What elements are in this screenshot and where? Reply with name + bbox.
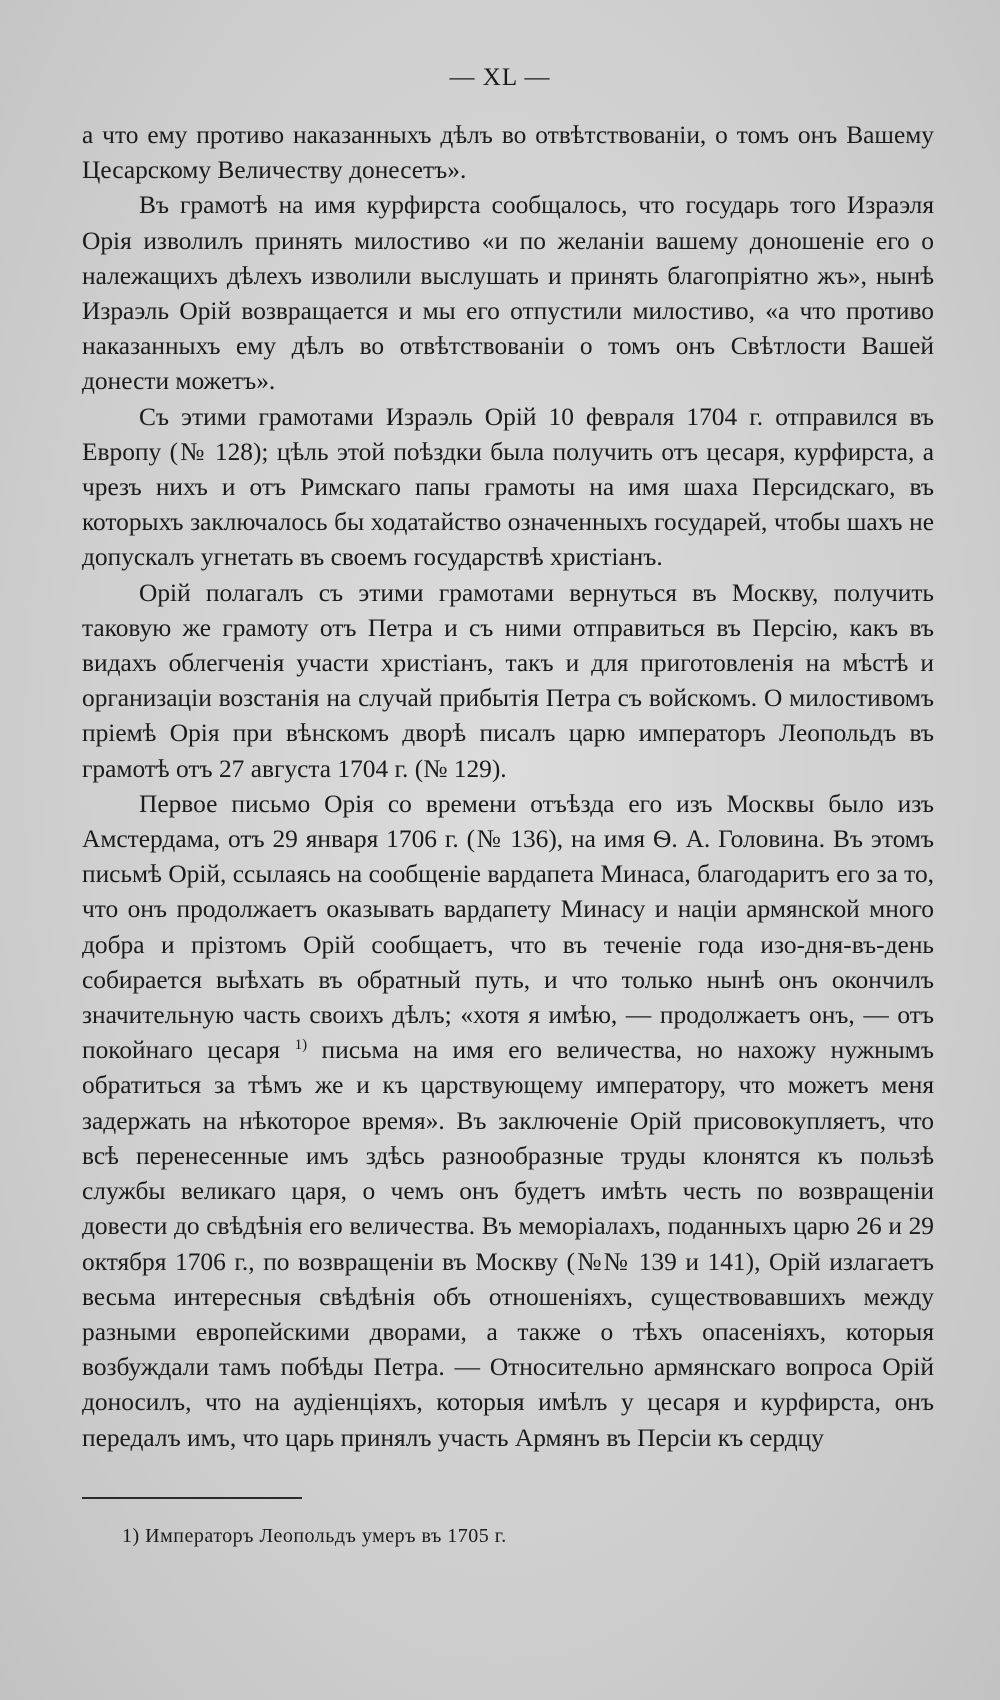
paragraph: Съ этими грамотами Израэль Орій 10 февраля 1704 г. отправился въ Европу (№ 128); цѣль этой поѣздки была получить отъ цесаря, курфирста, а чрезъ нихъ и отъ Римскаго папы грамоты на имя шаха Персидскаго, въ которыхъ заключалось бы ходатайство означенныхъ государей, чтобы шахъ не допускалъ угнетать въ своемъ государствѣ христіанъ. — [82, 402, 934, 572]
footnote-reference: 1) — [294, 1037, 308, 1054]
footnote-separator — [82, 1497, 302, 1499]
paragraph — [82, 787, 934, 1456]
footnote: 1) Императоръ Леопольдъ умеръ въ 1705 г. — [122, 1525, 507, 1547]
page-number-header: — XL — — [449, 64, 551, 91]
paragraph: а что ему противо наказанныхъ дѣлъ во отвѣтствованіи, о томъ онъ Вашему Цесарскому Величеству донесетъ». — [82, 121, 934, 185]
main-text — [82, 118, 934, 1456]
paragraph: Въ грамотѣ на имя курфирста сообщалось, что государь того Израэля Орія изволилъ принять милостиво «и по желаніи вашему доношеніе его о належащихъ дѣлехъ изволили выслушать и принять благопріятно жъ», нынѣ Израэль Орій возвращается и мы его отпустили милостиво, «а что противо наказанныхъ ему дѣлъ во отвѣтствованіи о томъ онъ Свѣтлости Вашей донести можетъ». — [82, 191, 934, 396]
paragraph-text-part: письма на имя его величества, но нахожу нужнымъ обратиться за тѣмъ же и къ царствующему императору, что можетъ меня задержать на нѣкоторое время». Въ заключеніе Орій присовокупляетъ, что всѣ перенесенные имъ здѣсь разнообразные труды клонятся къ пользѣ службы великаго царя, о чемъ онъ будетъ имѣть честь по возвращеніи довести до свѣдѣнія его величества. Въ меморіалахъ, поданныхъ царю 26 и 29 октября 1706 г., по возвращеніи въ Москву (№№ 139 и 141), Орій излагаетъ весьма интересныя свѣдѣнія объ отношеніяхъ, существовавшихъ между разными европейскими дворами, а также о тѣхъ опасеніяхъ, которыя возбуждали тамъ побѣды Петра. — Относительно армянскаго вопроса Орій доносилъ, что на аудіенціяхъ, которыя имѣлъ у цесаря и курфирста, онъ передалъ имъ, что царь принялъ участь Армянъ въ Персіи къ сердцу — [82, 1036, 934, 1452]
paragraph-text-part: Первое письмо Орія со времени отъѣзда его изъ Москвы было изъ Амстердама, отъ 29 января 1706 г. (№ 136), на имя Ѳ. А. Головина. Въ этомъ письмѣ Орій, ссылаясь на сообщеніе вардапета Минаса, благодаритъ его за то, что онъ продолжаетъ оказывать вардапету Минасу и націи армянской много добра и прізтомъ Орій сообщаетъ, что въ теченіе года изо-дня-въ-день собирается выѣхать въ обратный путь, и что только нынѣ онъ окончилъ значительную часть своихъ дѣлъ; «хотя я имѣю, — продолжаетъ онъ, — отъ покойнаго цесаря — [82, 789, 934, 1065]
paragraph: Орій полагалъ съ этими грамотами вернуться въ Москву, получить таковую же грамоту отъ Петра и съ ними отправиться въ Персію, какъ въ видахъ облегченія участи христіанъ, такъ и для приготовленія на мѣстѣ и организаціи возстанія на случай прибытія Петра съ войскомъ. О милостивомъ пріемѣ Орія при вѣнскомъ дворѣ писалъ царю императоръ Леопольдъ въ грамотѣ отъ 27 августа 1704 г. (№ 129). — [82, 578, 934, 783]
